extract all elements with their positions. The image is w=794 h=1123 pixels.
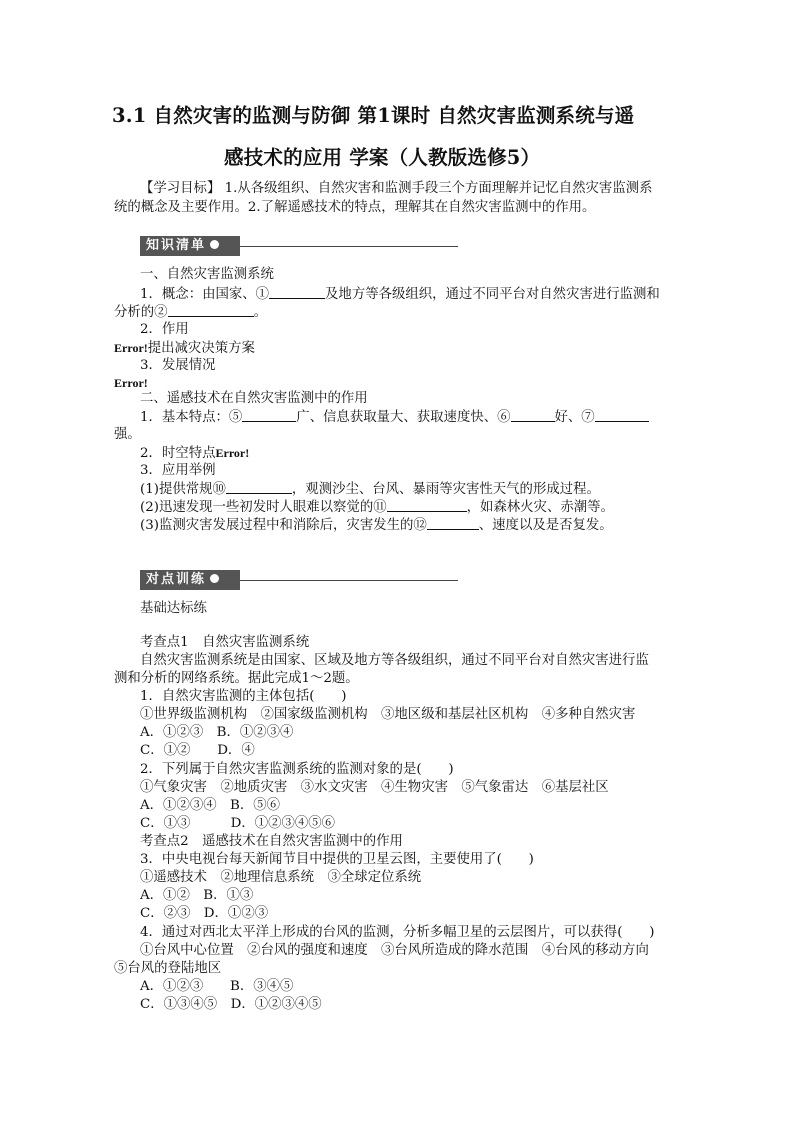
blank-1[interactable] bbox=[269, 285, 325, 299]
question-1-items: ①世界级监测机构 ②国家级监测机构 ③地区级和基层社区机构 ④多种自然灾害 bbox=[140, 707, 636, 722]
error-field: Error! bbox=[114, 341, 148, 355]
example-2-text-a: (2)迅速发现一些初发时人眼难以察觉的⑪ bbox=[140, 500, 387, 515]
section-divider bbox=[240, 246, 458, 247]
question-3-options-cd[interactable]: C．②③ D．①②③ bbox=[140, 906, 269, 921]
error-field: Error! bbox=[215, 446, 250, 460]
blank-7[interactable] bbox=[595, 408, 649, 422]
example-2 bbox=[140, 498, 684, 517]
error-field: Error! bbox=[114, 376, 148, 390]
time-space-line bbox=[140, 444, 684, 463]
heading-monitoring-system: 一、自然灾害监测系统 bbox=[140, 267, 274, 282]
example-1-text-a: (1)提供常规⑩ bbox=[140, 482, 226, 497]
example-1 bbox=[140, 480, 684, 499]
examples-heading: 3．应用举例 bbox=[140, 463, 216, 478]
bullet-icon bbox=[210, 574, 219, 583]
question-2-options-cd[interactable]: C．①③ D．①②③④⑤⑥ bbox=[140, 816, 336, 831]
question-4-options-ab[interactable]: A．①②③ B．③④⑤ bbox=[140, 979, 294, 994]
concept-line2 bbox=[114, 303, 680, 322]
checkpoint-1-title: 考查点1 自然灾害监测系统 bbox=[140, 635, 310, 650]
objectives-line1 bbox=[140, 180, 684, 198]
dev-heading: 3．发展情况 bbox=[140, 358, 216, 373]
example-1-text-b: ，观测沙尘、台风、暴雨等灾害性天气的形成过程。 bbox=[291, 482, 600, 497]
question-1-options-cd[interactable]: C．①② D．④ bbox=[140, 743, 255, 758]
bullet-icon bbox=[210, 240, 219, 249]
heading-remote-sensing: 二、遥感技术在自然灾害监测中的作用 bbox=[140, 391, 368, 406]
example-3 bbox=[140, 516, 684, 535]
objectives-label: 【学习目标】 bbox=[140, 181, 221, 196]
checkpoint-2-title: 考查点2 遥感技术在自然灾害监测中的作用 bbox=[140, 834, 403, 849]
question-3-items: ①遥感技术 ②地理信息系统 ③全球定位系统 bbox=[140, 870, 422, 885]
concept-line1 bbox=[140, 285, 684, 304]
blank-11[interactable] bbox=[387, 498, 467, 512]
example-3-text-a: (3)监测灾害发展过程中和消除后，灾害发生的⑫ bbox=[140, 518, 427, 533]
concept-text-d: 。 bbox=[253, 305, 267, 320]
question-2-items: ①气象灾害 ②地质灾害 ③水文灾害 ④生物灾害 ⑤气象雷达 ⑥基层社区 bbox=[140, 780, 609, 795]
knowledge-section-title: 知识清单 bbox=[146, 238, 207, 253]
knowledge-section-tag bbox=[140, 236, 240, 256]
blank-6[interactable] bbox=[511, 408, 555, 422]
section-divider bbox=[240, 580, 458, 581]
question-3-options-ab[interactable]: A．①② B．①③ bbox=[140, 888, 254, 903]
checkpoint-1-intro-line2: 测和分析的网络系统。据此完成1～2题。 bbox=[114, 671, 359, 686]
role-text: 提出减灾决策方案 bbox=[147, 341, 255, 356]
features-text-b: 广、信息获取量大、获取速度快、⑥ bbox=[296, 410, 511, 425]
question-1-options-ab[interactable]: A．①②③ B．①②③④ bbox=[140, 725, 294, 740]
blank-10[interactable] bbox=[226, 480, 292, 494]
subsection-title: 基础达标练 bbox=[140, 601, 207, 616]
training-section-title: 对点训练 bbox=[146, 572, 207, 587]
question-4-options-cd[interactable]: C．①③④⑤ D．①②③④⑤ bbox=[140, 997, 322, 1012]
question-1: 1．自然灾害监测的主体包括( ) bbox=[140, 689, 347, 704]
concept-text-c: 分析的② bbox=[114, 305, 168, 320]
page-title-line1: 3.1 自然灾害的监测与防御 第1课时 自然灾害监测系统与遥 bbox=[112, 104, 635, 127]
objectives-line2: 统的概念及主要作用。2.了解遥感技术的特点，理解其在自然灾害监测中的作用。 bbox=[114, 200, 596, 215]
question-4: 4．通过对西北太平洋上形成的台风的监测，分析多幅卫星的云层图片，可以获得( ) bbox=[140, 925, 655, 940]
blank-12[interactable] bbox=[427, 516, 479, 530]
blank-5[interactable] bbox=[242, 408, 296, 422]
role-line bbox=[114, 339, 680, 358]
time-space-text: 2．时空特点 bbox=[140, 446, 216, 461]
concept-text-b: 及地方等各级组织，通过不同平台对自然灾害进行监测和 bbox=[325, 287, 660, 302]
role-heading: 2．作用 bbox=[140, 322, 189, 337]
question-4-items-line1: ①台风中心位置 ②台风的强度和速度 ③台风所造成的降水范围 ④台风的移动方向 bbox=[140, 943, 649, 958]
question-2-options-ab[interactable]: A．①②③④ B．⑤⑥ bbox=[140, 798, 281, 813]
example-2-text-b: ，如森林火灾、赤潮等。 bbox=[466, 500, 614, 515]
objectives-text1: 1.从各级组织、自然灾害和监测手段三个方面理解并记忆自然灾害监测系 bbox=[224, 181, 653, 196]
concept-text-a: 1．概念：由国家、① bbox=[140, 287, 270, 302]
blank-2[interactable] bbox=[168, 303, 254, 317]
features-line1 bbox=[140, 408, 684, 427]
features-text-a: 1．基本特点：⑤ bbox=[140, 410, 243, 425]
page-title-line2: 感技术的应用 学案（人教版选修5） bbox=[224, 146, 541, 169]
training-section-tag bbox=[140, 570, 240, 590]
features-line2: 强。 bbox=[114, 427, 141, 442]
question-2: 2．下列属于自然灾害监测系统的监测对象的是( ) bbox=[140, 762, 454, 777]
example-3-text-b: 、速度以及是否复发。 bbox=[478, 518, 613, 533]
features-text-c: 好、⑦ bbox=[554, 410, 595, 425]
question-3: 3．中央电视台每天新闻节目中提供的卫星云图，主要使用了( ) bbox=[140, 852, 534, 867]
checkpoint-1-intro-line1: 自然灾害监测系统是由国家、区域及地方等各级组织，通过不同平台对自然灾害进行监 bbox=[140, 653, 649, 668]
question-4-items-line2: ⑤台风的登陆地区 bbox=[114, 961, 222, 976]
